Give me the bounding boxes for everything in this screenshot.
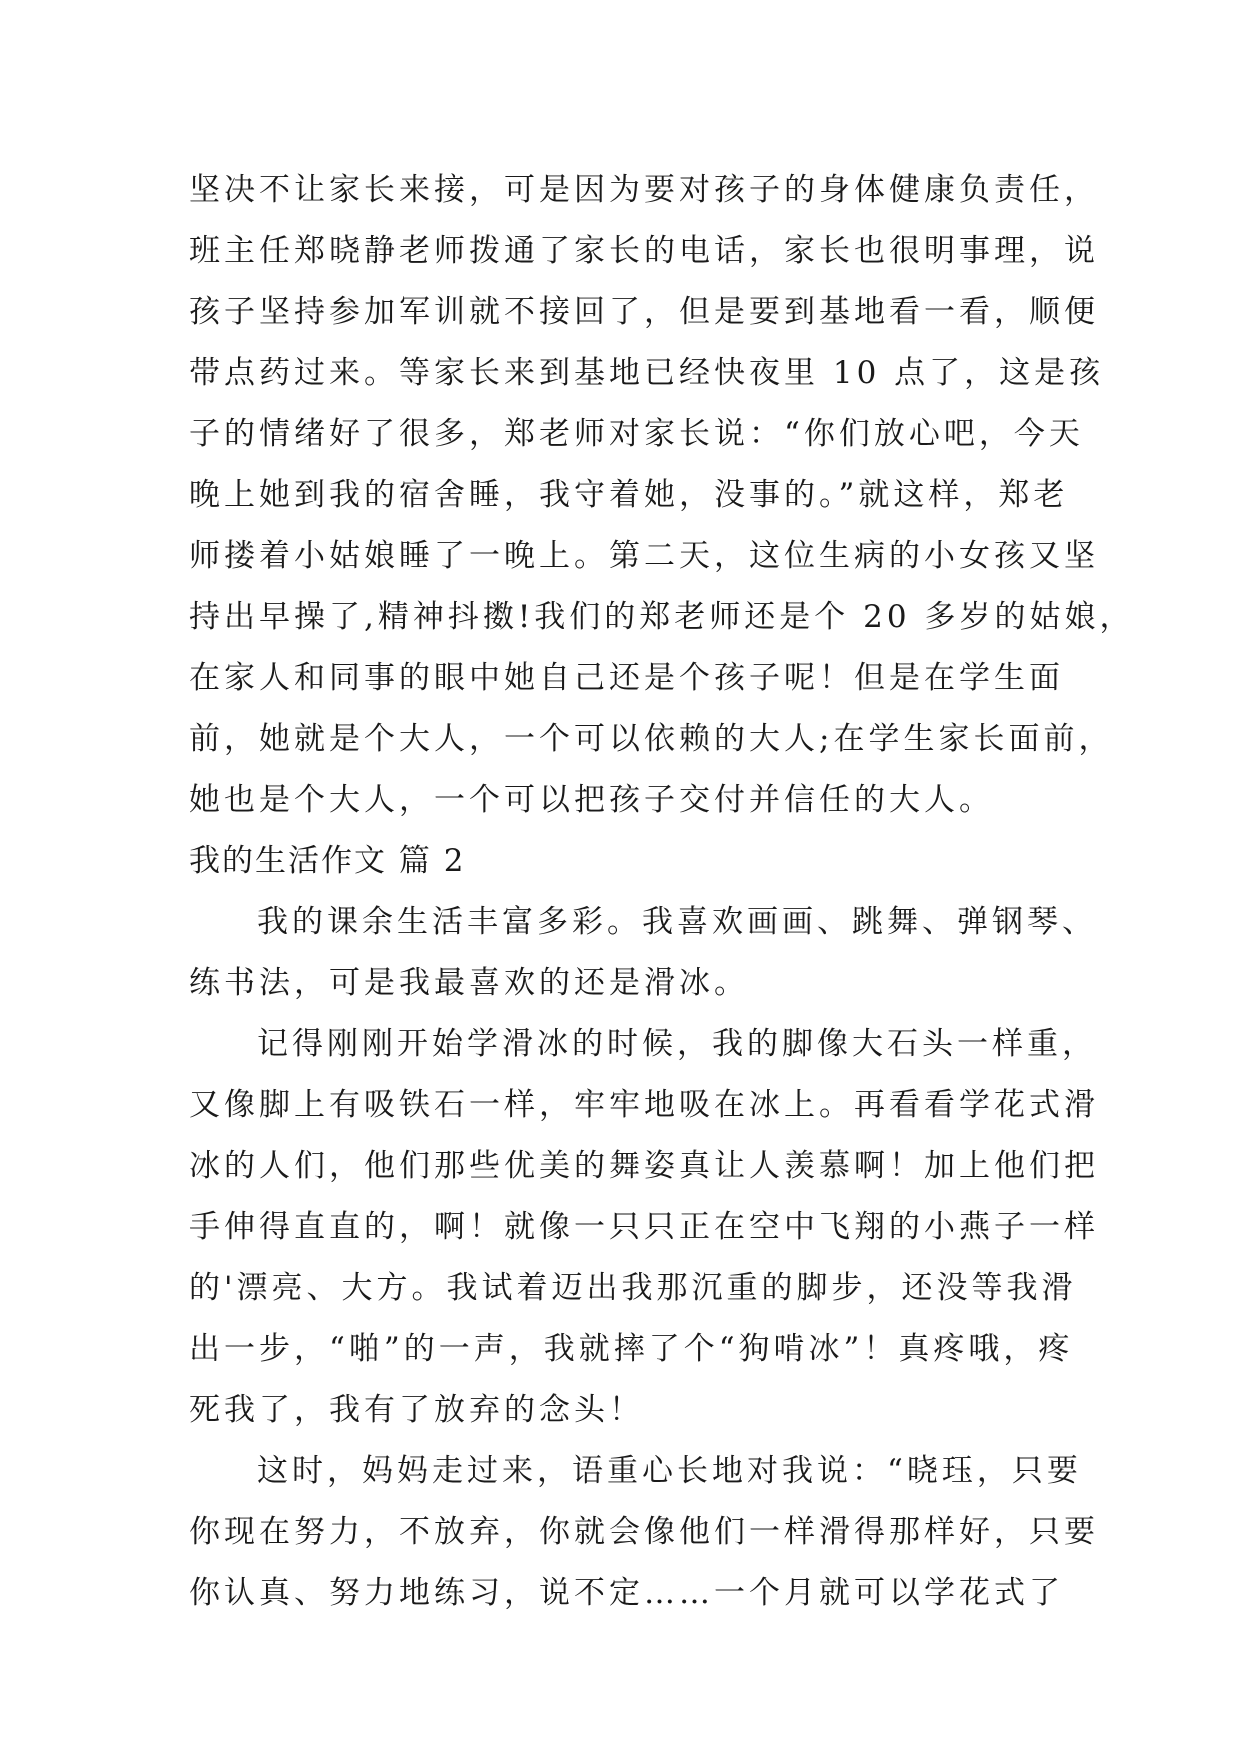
text-line: 手伸得直直的，啊！就像一只只正在空中飞翔的小燕子一样 [189,1209,1099,1245]
text-line: 晚上她到我的宿舍睡，我守着她，没事的。”就这样，郑老 [189,477,1069,513]
text-line: 的'漂亮、大方。我试着迈出我那沉重的脚步，还没等我滑 [189,1270,1077,1306]
text-line: 班主任郑晓静老师拨通了家长的电话，家长也很明事理，说 [189,233,1099,269]
text-line: 出一步，“啪”的一声，我就摔了个“狗啃冰”！真疼哦，疼 [189,1331,1074,1367]
text-line: 持出早操了,精神抖擞!我们的郑老师还是个 20 多岁的姑娘， [189,599,1135,635]
text-line: 记得刚刚开始学滑冰的时候，我的脚像大石头一样重， [257,1026,1097,1062]
text-line: 冰的人们，他们那些优美的舞姿真让人羡慕啊！加上他们把 [189,1148,1099,1184]
text-line: 你现在努力，不放弃，你就会像他们一样滑得那样好，只要 [189,1514,1099,1550]
text-line: 练书法，可是我最喜欢的还是滑冰。 [189,965,749,1001]
text-line: 在家人和同事的眼中她自己还是个孩子呢！但是在学生面 [189,660,1064,696]
text-line: 这时，妈妈走过来，语重心长地对我说：“晓珏，只要 [257,1453,1082,1489]
text-line: 子的情绪好了很多，郑老师对家长说：“你们放心吧，今天 [189,416,1084,452]
text-line: 你认真、努力地练习，说不定……一个月就可以学花式了 [189,1575,1064,1611]
text-line: 死我了，我有了放弃的念头！ [189,1392,644,1428]
text-line: 孩子坚持参加军训就不接回了，但是要到基地看一看，顺便 [189,294,1099,330]
text-line: 坚决不让家长来接，可是因为要对孩子的身体健康负责任， [189,172,1099,208]
text-line: 前，她就是个大人，一个可以依赖的大人;在学生家长面前， [189,721,1114,757]
text-line: 师搂着小姑娘睡了一晚上。第二天，这位生病的小女孩又坚 [189,538,1099,574]
section-heading: 我的生活作文 篇 2 [189,843,466,879]
paragraph-1 [189,892,1097,1014]
section1-paragraph [189,160,1135,831]
paragraph-3 [189,1441,1099,1624]
document-body [189,160,1135,1624]
text-line: 带点药过来。等家长来到基地已经快夜里 10 点了，这是孩 [189,355,1105,391]
text-line: 我的课余生活丰富多彩。我喜欢画画、跳舞、弹钢琴、 [257,904,1097,940]
paragraph-2 [189,1014,1099,1441]
text-line: 又像脚上有吸铁石一样，牢牢地吸在冰上。再看看学花式滑 [189,1087,1099,1123]
text-line: 她也是个大人，一个可以把孩子交付并信任的大人。 [189,782,994,818]
